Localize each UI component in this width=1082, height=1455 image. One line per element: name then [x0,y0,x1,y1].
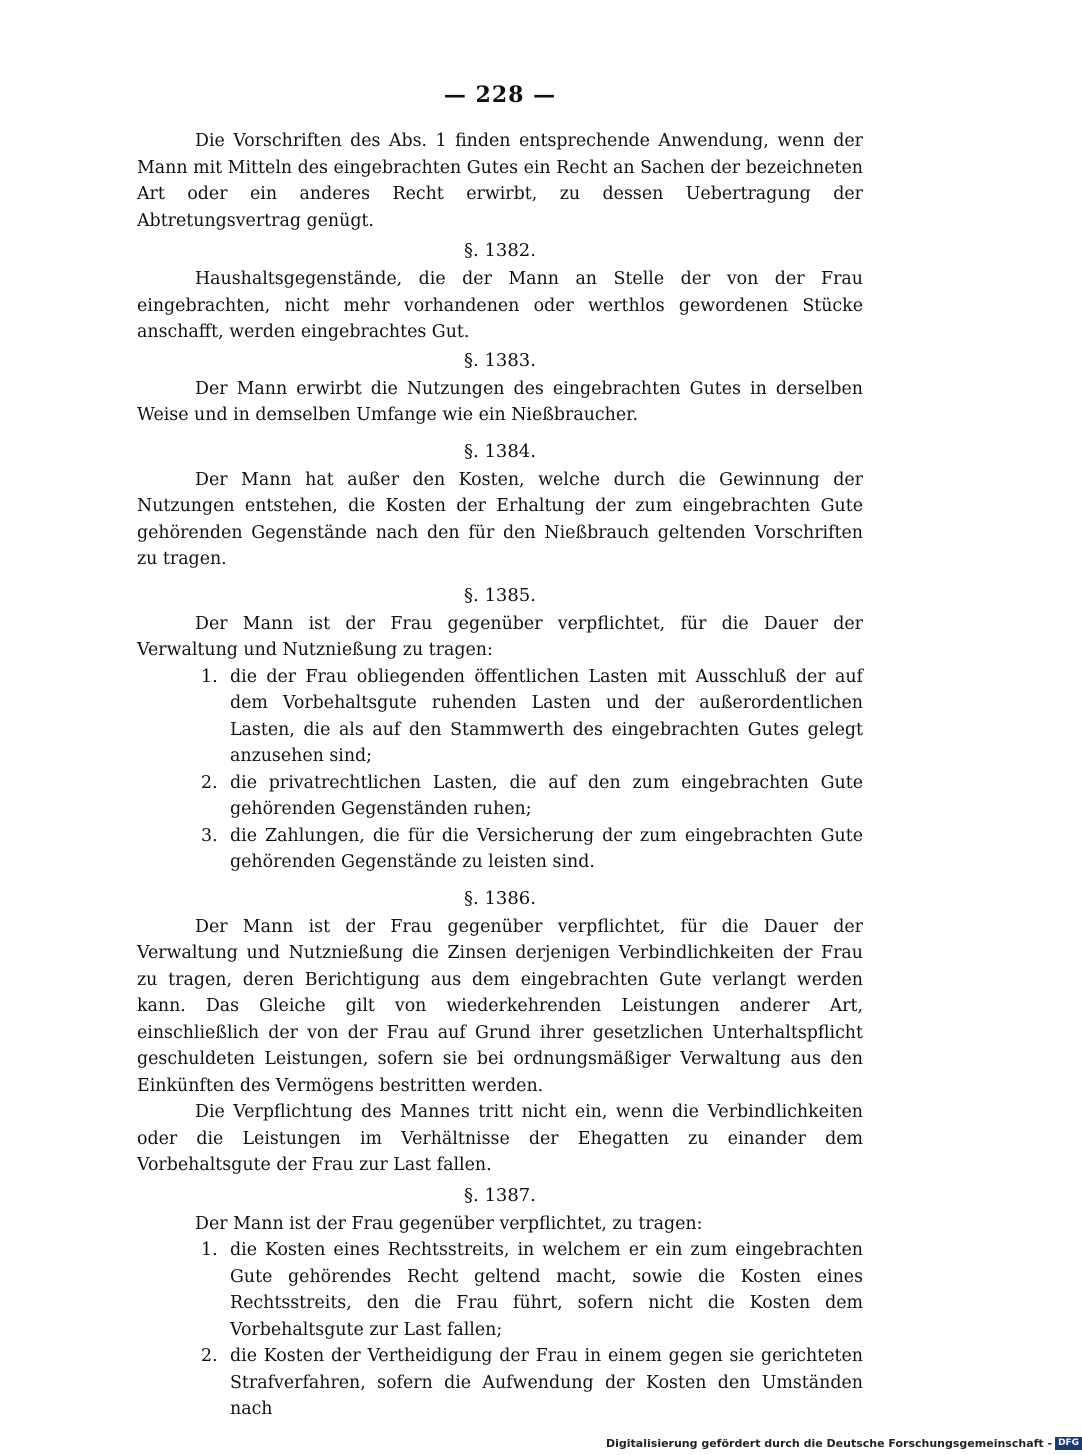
page-number: — 228 — [443,82,557,108]
section-1387-list [137,1237,863,1423]
list-item [137,1343,863,1423]
digitization-footer [606,1437,1082,1450]
list-item [137,823,863,876]
list-item-number: 1. [201,1240,218,1260]
list-item-text: die Zahlungen, die für die Versicherung der zum eingebrachten Gute gehörenden Gegenstände zu leisten sind. [230,825,863,872]
list-item-number: 1. [201,666,218,687]
section-1387-text: Der Mann ist der Frau gegenüber verpflichtet, zu tragen: [195,1213,703,1234]
list-item [137,1237,863,1343]
list-item-number: 2. [201,772,218,793]
page-body [137,128,863,1423]
dfg-logo: DFG [1055,1437,1082,1450]
section-heading-1385: §. 1385. [464,584,536,606]
section-heading-1382: §. 1382. [464,240,536,261]
list-item-text: die Kosten eines Rechtsstreits, in welchem er ein zum eingebrachten Gute gehörendes Recht geltend macht, sowie die Kosten eines Rechtsstreits, den die Frau führt, sofern nicht die Kosten dem Vorbehaltsgute zur Last fallen; [230,1240,863,1340]
section-heading-1386: §. 1386. [464,887,536,909]
section-heading-1387: §. 1387. [464,1184,536,1206]
section-1383-text: Der Mann erwirbt die Nutzungen des eingebrachten Gutes in derselben Weise und in demselben Umfange wie ein Nießbraucher. [137,378,863,425]
section-heading-1384: §. 1384. [464,440,536,462]
list-item [137,770,863,823]
footer-text: Digitalisierung gefördert durch die Deutsche Forschungsgemeinschaft - [606,1437,1053,1450]
list-item-text: die Kosten der Vertheidigung der Frau in einem gegen sie gerichteten Strafverfahren, sofern die Aufwendung der Kosten den Umständen nach [230,1346,863,1419]
section-1384-text: Der Mann hat außer den Kosten, welche durch die Gewinnung der Nutzungen entstehen, die Kosten der Erhaltung der zum eingebrachten Gute gehörenden Gegenstände nach den für den Nießbrauch geltenden Vorschriften zu tragen. [137,469,863,569]
list-item-text: die privatrechtlichen Lasten, die auf den zum eingebrachten Gute gehörenden Gegenständen ruhen; [230,772,863,819]
section-1386-text-1: Der Mann ist der Frau gegenüber verpflichtet, für die Dauer der Verwaltung und Nutznießung die Zinsen derjenigen Verbindlichkeiten der Frau zu tragen, deren Berichtigung aus dem eingebrachten Gute verlangt werden kann. Das Gleiche gilt von wiederkehrenden Leistungen anderer Art, einschließlich der von der Frau auf Grund ihrer gesetzlichen Unterhaltspflicht geschuldeten Leistungen, sofern sie bei ordnungsmäßiger Verwaltung aus den Einkünften des Vermögens bestritten werden. [137,916,863,1096]
section-heading-1383: §. 1383. [464,349,536,371]
list-item-number: 2. [201,1346,218,1366]
list-item-number: 3. [201,825,218,846]
section-1382-text: Haushaltsgegenstände, die der Mann an Stelle der von der Frau eingebrachten, nicht mehr vorhandenen oder werthlos gewordenen Stücke anschafft, werden eingebrachtes Gut. [137,269,863,342]
list-item [137,664,863,770]
section-1386-text-2: Die Verpflichtung des Mannes tritt nicht ein, wenn die Verbindlichkeiten oder die Leistungen im Verhältnisse der Ehegatten zu einander dem Vorbehaltsgute der Frau zur Last fallen. [137,1102,863,1175]
section-1385-list [137,664,863,876]
list-item-text: die der Frau obliegenden öffentlichen Lasten mit Ausschluß der auf dem Vorbehaltsgute ruhenden Lasten und der außerordentlichen Lasten, die als auf den Stammwerth des eingebrachten Gutes gelegt anzusehen sind; [230,666,863,766]
section-1385-text: Der Mann ist der Frau gegenüber verpflichtet, für die Dauer der Verwaltung und Nutznießung zu tragen: [137,613,863,660]
intro-paragraph: Die Vorschriften des Abs. 1 finden entsprechende Anwendung, wenn der Mann mit Mitteln des eingebrachten Gutes ein Recht an Sachen der bezeichneten Art oder ein anderes Recht erwirbt, zu dessen Uebertragung der Abtretungsvertrag genügt. [137,131,863,231]
